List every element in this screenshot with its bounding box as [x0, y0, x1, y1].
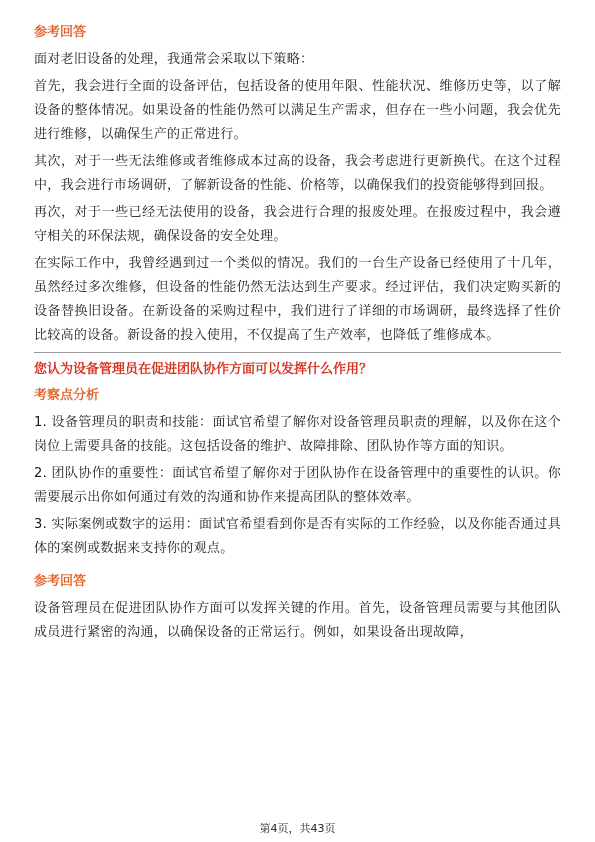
analysis-item: 2. 团队协作的重要性：面试官希望了解你对于团队协作在设备管理中的重要性的认识。你需要展示出你如何通过有效的沟通和协作来提高团队的整体效率。 — [34, 466, 561, 505]
answer-paragraph: 面对老旧设备的处理，我通常会采取以下策略： — [34, 52, 314, 67]
reference-answer-heading-2: 参考回答 — [34, 574, 87, 589]
section-divider — [34, 352, 561, 353]
page-content — [34, 18, 561, 648]
answer-paragraph: 再次，对于一些已经无法使用的设备，我会进行合理的报废处理。在报废过程中，我会遵守相关的环保法规，确保设备的安全处理。 — [34, 205, 561, 244]
analysis-item: 1. 设备管理员的职责和技能：面试官希望了解你对设备管理员职责的理解，以及你在这个岗位上需要具备的技能。这包括设备的维护、故障排除、团队协作等方面的知识。 — [34, 415, 561, 454]
analysis-item: 3. 实际案例或数字的运用：面试官希望看到你是否有实际的工作经验，以及你能否通过具体的案例或数据来支持你的观点。 — [34, 517, 561, 556]
analysis-heading: 考察点分析 — [34, 388, 100, 403]
answer-paragraph: 设备管理员在促进团队协作方面可以发挥关键的作用。首先，设备管理员需要与其他团队成员进行紧密的沟通，以确保设备的正常运行。例如，如果设备出现故障， — [34, 601, 561, 640]
answer-paragraph: 其次，对于一些无法维修或者维修成本过高的设备，我会考虑进行更新换代。在这个过程中，我会进行市场调研，了解新设备的性能、价格等，以确保我们的投资能够得到回报。 — [34, 154, 561, 193]
page-number: 第4页，共43页 — [259, 822, 336, 835]
answer-paragraph: 首先，我会进行全面的设备评估，包括设备的使用年限、性能状况、维修历史等，以了解设备的整体情况。如果设备的性能仍然可以满足生产需求，但存在一些小问题，我会优先进行维修，以确保生产的正常进行。 — [34, 79, 561, 142]
interview-question: 您认为设备管理员在促进团队协作方面可以发挥什么作用？ — [34, 362, 373, 377]
answer-paragraph: 在实际工作中，我曾经遇到过一个类似的情况。我们的一台生产设备已经使用了十几年，虽然经过多次维修，但设备的性能仍然无法达到生产要求。经过评估，我们决定购买新的设备替换旧设备。在新设备的采购过程中，我们进行了详细的市场调研，最终选择了性价比较高的设备。新设备的投入使用，不仅提高了生产效率，也降低了维修成本。 — [34, 256, 561, 343]
reference-answer-heading: 参考回答 — [34, 25, 87, 40]
